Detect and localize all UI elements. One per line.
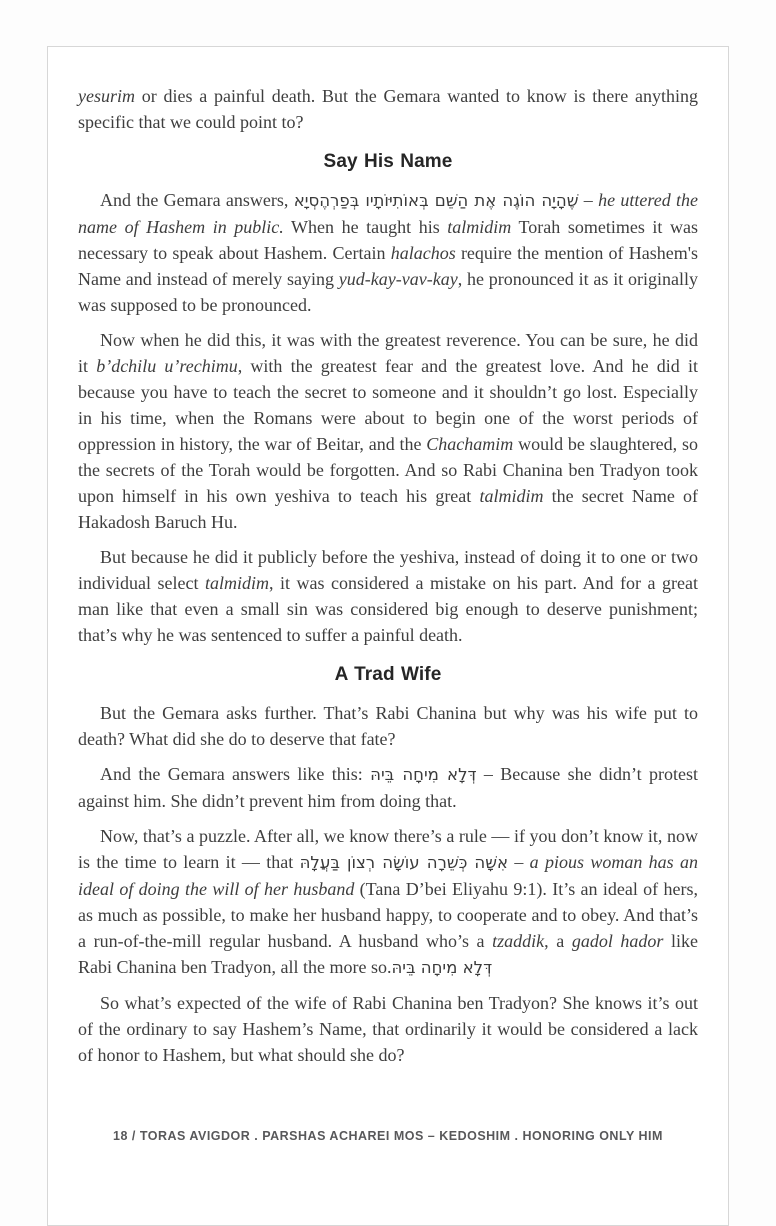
text-run: the secret Name of Hakadosh Baruch Hu.	[78, 486, 698, 532]
italic-phrase: b’dchilu u’rechimu	[96, 356, 238, 376]
text-run: But because he did it publicly before the yeshiva, instead of doing it to one or two individual select	[78, 547, 698, 593]
hebrew-phrase: דְּלָא מִיחָה בֵּיהּ	[391, 958, 493, 977]
italic-phrase: gadol hador	[571, 931, 664, 951]
paragraph	[78, 990, 698, 1068]
italic-phrase: a pious woman has an ideal of doing the will of her husband	[78, 852, 698, 899]
italic-phrase: talmidim	[205, 573, 270, 593]
text-run: , he pronounced it as it originally was supposed to be pronounced.	[78, 269, 699, 315]
text-run: Now, that’s a puzzle. After all, we know there’s a rule — if you don’t know it, now is the time to learn it — that	[78, 826, 698, 872]
page-footer	[48, 1129, 728, 1143]
paragraph	[78, 700, 698, 752]
hebrew-phrase: שֶׁהָיָה הוֹגֶה אֶת הַשֵּׁם בְּאוֹתִיּוֹתָיו בְּפַרְהֶסְיָא	[293, 191, 579, 210]
italic-phrase: yesurim	[78, 86, 135, 106]
section-heading: A Trad Wife	[334, 664, 442, 685]
paragraph	[78, 83, 698, 135]
hebrew-phrase: דְּלָא מִיחָה בֵּיהּ	[370, 765, 477, 784]
text-run: would be slaughtered, so the secrets of the Torah would be forgotten. And so Rabi Chanina ben Tradyon took upon himself in his own yeshiva to teach his great	[78, 434, 698, 506]
paragraph	[78, 544, 698, 648]
text-run: Torah sometimes it was necessary to speak about Hashem. Certain	[78, 217, 698, 263]
text-run: –	[508, 852, 530, 872]
paragraph	[78, 187, 698, 318]
text-run: – Because she didn’t protest against him. She didn’t prevent him from doing that.	[78, 764, 698, 811]
italic-phrase: Chachamim	[426, 434, 514, 454]
italic-phrase: tzaddik	[492, 931, 545, 951]
text-run: Now when he did this, it was with the greatest reverence. You can be sure, he did it	[78, 330, 698, 376]
text-run: , a	[544, 931, 572, 951]
text-run: require the mention of Hashem's Name and instead of merely saying	[78, 243, 698, 289]
italic-phrase: talmidim	[479, 486, 544, 506]
document-page	[47, 46, 729, 1226]
text-run: –	[578, 190, 599, 210]
text-run: like Rabi Chanina ben Tradyon, all the more so.	[78, 931, 699, 977]
paragraph	[78, 327, 698, 535]
article-body	[48, 47, 728, 1068]
text-run: (Tana D’bei Eliyahu 9:1). It’s an ideal of hers, as much as possible, to make her husband happy, to cooperate and to obey. And that’s a run-of-the-mill regular husband. A husband who’s a	[78, 879, 698, 951]
text-run: , it was considered a mistake on his part. And for a great man like that even a small sin was considered big enough to deserve punishment; that’s why he was sentenced to suffer a painful death.	[78, 573, 699, 645]
paragraph	[78, 761, 698, 814]
italic-phrase: he uttered the name of Hashem in public.	[78, 190, 698, 237]
hebrew-phrase: אִשָּׁה כְּשֵׁרָה עוֹשָׂה רְצוֹן בַּעֲלָהּ	[299, 853, 509, 872]
text-run: So what’s expected of the wife of Rabi Chanina ben Tradyon? She knows it’s out of the ordinary to say Hashem’s Name, that ordinarily it would be considered a lack of honor to Hashem, but what should she do?	[78, 993, 698, 1065]
text-run: , with the greatest fear and the greatest love. And he did it because you have to teach the secret to someone and it shouldn’t go lost. Especially in his time, when the Romans were about to begin one of the worst periods of oppression in history, the war of Beitar, and the	[78, 356, 698, 454]
italic-phrase: yud-kay-vav-kay	[338, 269, 458, 289]
text-run: And the Gemara answers like this:	[100, 764, 371, 784]
section-heading: Say His Name	[323, 151, 453, 172]
italic-phrase: talmidim	[447, 217, 512, 237]
italic-phrase: halachos	[390, 243, 456, 263]
paragraph	[78, 823, 698, 981]
text-run: And the Gemara answers,	[100, 190, 294, 210]
text-run: When he taught his	[283, 217, 448, 237]
text-run: But the Gemara asks further. That’s Rabi Chanina but why was his wife put to death? What did she do to deserve that fate?	[78, 703, 698, 749]
footer-text: 18 / TORAS AVIGDOR . PARSHAS ACHAREI MOS – KEDOSHIM . HONORING ONLY HIM	[113, 1129, 663, 1143]
text-run: or dies a painful death. But the Gemara wanted to know is there anything specific that we could point to?	[78, 86, 698, 132]
